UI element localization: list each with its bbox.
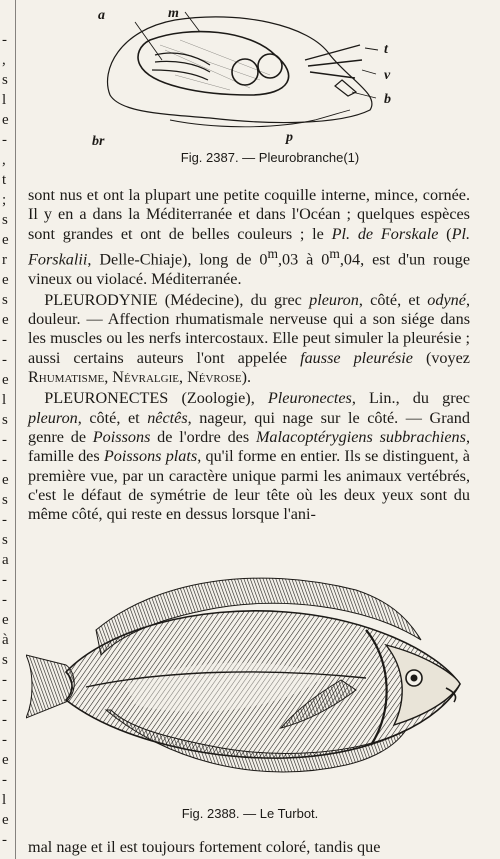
column-rule xyxy=(15,0,16,859)
text-run: (Médecine), du grec xyxy=(157,290,310,309)
figure-label-p: p xyxy=(286,130,293,145)
italic-run: Pl. Forskalii xyxy=(28,224,470,269)
margin-fragment: s xyxy=(2,652,8,668)
margin-fragment: , xyxy=(2,52,6,68)
margin-fragment: - xyxy=(2,32,7,48)
margin-fragment: e xyxy=(2,612,9,628)
margin-fragment: s xyxy=(2,412,8,428)
margin-fragment: e xyxy=(2,372,9,388)
italic-run: Pl. de Forskale xyxy=(331,224,439,243)
italic-run: fausse pleurésie xyxy=(300,348,413,367)
margin-fragment: , xyxy=(2,152,6,168)
italic-run: Pleuronectes xyxy=(267,389,352,408)
text-run: , nageur, qui nage sur le côté. — Grand genre de xyxy=(28,408,470,446)
text-run: sont nus et ont la plupart une petite coquille interne, mince, cornée. Il y en a dans la Méditerranée et dans l'Océan ; quelques espèces sont grandes et ont de belles couleurs ; le xyxy=(28,186,470,243)
italic-run: Poissons xyxy=(92,427,151,446)
margin-fragment: - xyxy=(2,572,7,588)
margin-fragment: - xyxy=(2,592,7,608)
margin-fragment: a xyxy=(2,552,9,568)
text-run: , Delle-Chiaje), long de 0 xyxy=(87,250,268,269)
margin-fragment: - xyxy=(2,452,7,468)
text-run: , xyxy=(104,368,113,387)
figure-label-m: m xyxy=(168,6,179,21)
italic-run: odyné xyxy=(427,290,466,309)
italic-run: nêctês xyxy=(147,408,188,427)
margin-fragment: ; xyxy=(2,192,7,208)
italic-run: pleuron xyxy=(309,290,359,309)
text-run: ,03 à 0 xyxy=(277,250,330,269)
figure-label-v: v xyxy=(384,68,391,83)
margin-fragment: - xyxy=(2,712,7,728)
margin-fragment: - xyxy=(2,132,7,148)
figure-caption-2387: Fig. 2387. — Pleurobranche(1) xyxy=(180,150,360,165)
margin-fragment: e xyxy=(2,312,9,328)
figure-label-t: t xyxy=(384,42,388,57)
margin-fragment: t xyxy=(2,172,7,188)
margin-fragment: à xyxy=(2,632,9,648)
margin-fragment: - xyxy=(2,432,7,448)
figure-caption-2388: Fig. 2388. — Le Turbot. xyxy=(181,806,319,821)
margin-fragment: l xyxy=(2,92,7,108)
margin-fragment: e xyxy=(2,232,9,248)
text-run: (Zoologie), xyxy=(168,389,268,408)
cross-reference: Névralgie xyxy=(112,368,179,387)
margin-fragment: s xyxy=(2,532,8,548)
pleurobranche-engraving xyxy=(80,0,420,150)
margin-fragment: - xyxy=(2,732,7,748)
margin-fragment: s xyxy=(2,212,8,228)
text-run: , côté, et xyxy=(77,408,148,427)
figure-turbot xyxy=(26,560,470,800)
margin-fragment: s xyxy=(2,292,8,308)
margin-fragment: l xyxy=(2,792,7,808)
cross-reference: Névrose xyxy=(187,368,242,387)
margin-fragment: - xyxy=(2,672,7,688)
article-body xyxy=(28,186,470,524)
margin-fragment: - xyxy=(2,692,7,708)
margin-fragment: e xyxy=(2,752,9,768)
text-run: ,04, est d'un rouge vineux ou violacé. Méditerranée. xyxy=(28,250,470,288)
margin-fragment: - xyxy=(2,332,7,348)
text-run: , qu'il forme en entier. Ils se distinguent, à première vue, par un caractère unique parmi les animaux vertébrés, c'est le défaut de symétrie de leur tête où les deux yeux sont du même côté, qui reste en dessus lorsque l'ani- xyxy=(28,447,470,524)
continued-text-line: mal nage et il est toujours fortement coloré, tandis que xyxy=(28,838,381,856)
text-run: , côté, et xyxy=(358,290,428,309)
figure-label-b: b xyxy=(384,92,391,107)
margin-fragment: s xyxy=(2,72,8,88)
margin-fragment: - xyxy=(2,512,7,528)
italic-run: pleuron xyxy=(28,408,78,427)
margin-fragment: e xyxy=(2,472,9,488)
paragraph-pleuronectes xyxy=(28,389,470,524)
cross-reference: Rhumatisme xyxy=(28,368,105,387)
figure-label-br: br xyxy=(92,134,105,149)
superscript: m xyxy=(267,245,278,261)
text-run: de l'ordre des xyxy=(150,427,256,446)
text-run: ( xyxy=(438,224,452,243)
margin-fragment: e xyxy=(2,112,9,128)
margin-fragment: e xyxy=(2,272,9,288)
margin-fragment: s xyxy=(2,492,8,508)
text-run: , famille des xyxy=(28,427,470,466)
turbot-engraving xyxy=(26,560,470,800)
margin-fragment: l xyxy=(2,392,7,408)
text-run: (voyez xyxy=(412,348,470,367)
margin-fragment: - xyxy=(2,832,7,848)
paragraph-pleurobranche-cont xyxy=(28,186,470,289)
entry-headword: PLEURODYNIE xyxy=(44,290,158,309)
margin-fragment: e xyxy=(2,812,9,828)
paragraph-pleurodynie xyxy=(28,291,470,387)
margin-fragment: - xyxy=(2,772,7,788)
italic-run: Malacoptérygiens subbrachiens xyxy=(255,427,466,446)
margin-fragment: r xyxy=(2,252,7,268)
entry-headword: PLEURONECTES xyxy=(44,389,169,408)
superscript: m xyxy=(329,245,340,261)
margin-fragment: - xyxy=(2,352,7,368)
text-run: , douleur. — Affection rhumatismale nerveuse qui a son siége dans les muscles ou les nerfs intercostaux. Elle peut simuler la pleurésie ; aussi certains auteurs l'ont appelée xyxy=(28,290,470,367)
figure-pleurobranche xyxy=(80,0,420,160)
text-run: ). xyxy=(241,368,251,387)
adjacent-column-fragment xyxy=(0,30,14,850)
italic-run: Poissons plats xyxy=(103,447,198,466)
text-run: , Lin., du grec xyxy=(351,389,470,408)
figure-label-a: a xyxy=(98,8,105,23)
text-run: , xyxy=(178,368,188,387)
